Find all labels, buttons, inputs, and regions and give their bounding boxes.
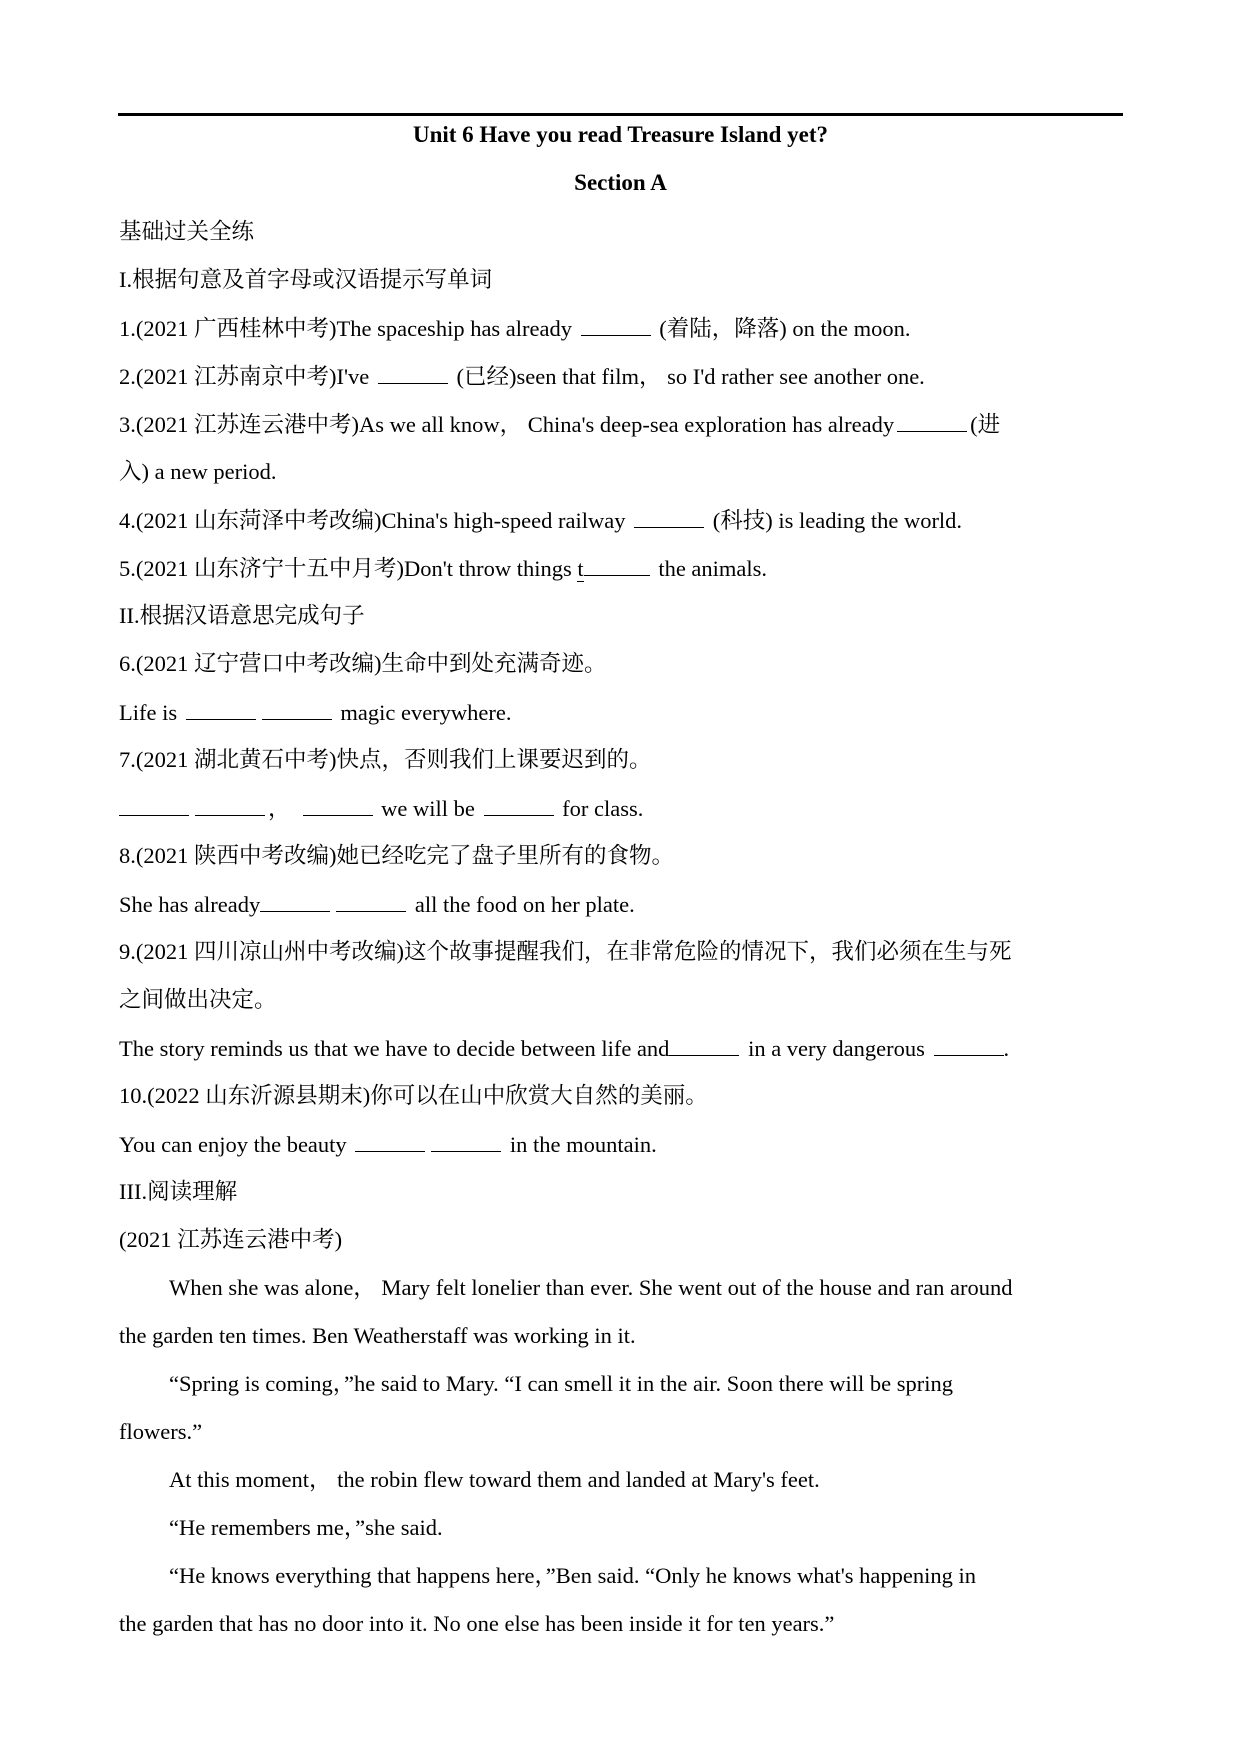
- answer-blank[interactable]: [378, 361, 448, 384]
- passage-paragraph-5: “He knows everything that happens here，”Ben said. “Only he knows what's happening in: [169, 1563, 976, 1588]
- q4-text-a: 4.(2021 山东菏泽中考改编)China's high-speed railway: [119, 508, 632, 533]
- answer-blank[interactable]: [484, 793, 554, 816]
- question-3-continued: 入) a new period.: [119, 459, 277, 484]
- question-3: [119, 409, 1000, 440]
- q3-text-b: (进: [970, 412, 1001, 437]
- q1-text-b: (着陆，降落) on the moon.: [653, 316, 911, 341]
- header-rule: [118, 113, 1123, 116]
- answer-blank[interactable]: [303, 793, 373, 816]
- passage-paragraph-1-continued: the garden ten times. Ben Weatherstaff was working in it.: [119, 1323, 636, 1348]
- q7-text-b: for class.: [556, 796, 644, 821]
- reading-source: (2021 江苏连云港中考): [119, 1227, 343, 1252]
- question-9-chinese: 9.(2021 四川凉山州中考改编)这个故事提醒我们，在非常危险的情况下，我们必须在生与死: [119, 939, 1012, 964]
- question-10-sentence: [119, 1129, 657, 1160]
- passage-paragraph-3: At this moment， the robin flew toward them and landed at Mary's feet.: [169, 1467, 820, 1492]
- answer-blank[interactable]: [260, 889, 330, 912]
- question-8-sentence: [119, 889, 635, 920]
- q2-text-b: (已经)seen that film， so I'd rather see another one.: [450, 364, 925, 389]
- part3-heading: III.阅读理解: [119, 1179, 238, 1204]
- section-title: Section A: [574, 170, 667, 195]
- q9-text-c: .: [1003, 1036, 1010, 1061]
- answer-blank[interactable]: [355, 1129, 425, 1152]
- practice-heading: 基础过关全练: [119, 219, 255, 244]
- q2-text-a: 2.(2021 江苏南京中考)I've: [119, 364, 375, 389]
- question-2: [119, 361, 925, 392]
- answer-blank[interactable]: [119, 793, 189, 816]
- q8-text-a: She has already: [119, 892, 261, 917]
- q9-text-a: The story reminds us that we have to decide between life and: [119, 1036, 670, 1061]
- answer-blank[interactable]: [584, 553, 650, 576]
- q7-comma: ，: [268, 796, 291, 821]
- passage-paragraph-5-continued: the garden that has no door into it. No one else has been inside it for ten years.”: [119, 1611, 835, 1636]
- question-10-chinese: 10.(2022 山东沂源县期末)你可以在山中欣赏大自然的美丽。: [119, 1083, 708, 1108]
- q8-text-b: all the food on her plate.: [409, 892, 635, 917]
- q3-text-a: 3.(2021 江苏连云港中考)As we all know， China's deep-sea exploration has already: [119, 412, 895, 437]
- answer-blank[interactable]: [336, 889, 406, 912]
- answer-blank[interactable]: [262, 697, 332, 720]
- first-letter-hint: t: [577, 556, 584, 581]
- question-4: [119, 505, 962, 536]
- question-6-chinese: 6.(2021 辽宁营口中考改编)生命中到处充满奇迹。: [119, 651, 607, 676]
- question-9-chinese-continued: 之间做出决定。: [119, 987, 277, 1012]
- answer-blank[interactable]: [186, 697, 256, 720]
- q6-text-b: magic everywhere.: [334, 700, 512, 725]
- passage-paragraph-4: “He remembers me，”she said.: [169, 1515, 443, 1540]
- unit-title: Unit 6 Have you read Treasure Island yet?: [412, 122, 829, 147]
- question-9-sentence: [119, 1033, 1009, 1064]
- passage-paragraph-2-continued: flowers.”: [119, 1419, 203, 1444]
- q5-text-a: 5.(2021 山东济宁十五中月考)Don't throw things: [119, 556, 578, 581]
- part1-heading: I.根据句意及首字母或汉语提示写单词: [119, 267, 493, 292]
- q10-text-b: in the mountain.: [504, 1132, 657, 1157]
- q9-text-b: in a very dangerous: [742, 1036, 931, 1061]
- answer-blank[interactable]: [634, 505, 704, 528]
- question-8-chinese: 8.(2021 陕西中考改编)她已经吃完了盘子里所有的食物。: [119, 843, 674, 868]
- answer-blank[interactable]: [581, 313, 651, 336]
- question-1: [119, 313, 911, 344]
- part2-heading: II.根据汉语意思完成句子: [119, 603, 365, 628]
- q1-text-a: 1.(2021 广西桂林中考)The spaceship has already: [119, 316, 578, 341]
- q4-text-b: (科技) is leading the world.: [707, 508, 963, 533]
- question-7-sentence: [119, 793, 643, 824]
- answer-blank[interactable]: [897, 409, 967, 432]
- answer-blank[interactable]: [431, 1129, 501, 1152]
- q5-text-b: the animals.: [652, 556, 768, 581]
- q6-text-a: Life is: [119, 700, 183, 725]
- answer-blank[interactable]: [195, 793, 265, 816]
- passage-paragraph-2: “Spring is coming，”he said to Mary. “I can smell it in the air. Soon there will be spring: [169, 1371, 954, 1396]
- question-5: [119, 553, 767, 584]
- passage-paragraph-1: When she was alone， Mary felt lonelier than ever. She went out of the house and ran around: [169, 1275, 1013, 1300]
- q10-text-a: You can enjoy the beauty: [119, 1132, 353, 1157]
- question-7-chinese: 7.(2021 湖北黄石中考)快点，否则我们上课要迟到的。: [119, 747, 652, 772]
- answer-blank[interactable]: [934, 1033, 1004, 1056]
- answer-blank[interactable]: [669, 1033, 739, 1056]
- q7-text-a: we will be: [375, 796, 481, 821]
- question-6-sentence: [119, 697, 512, 728]
